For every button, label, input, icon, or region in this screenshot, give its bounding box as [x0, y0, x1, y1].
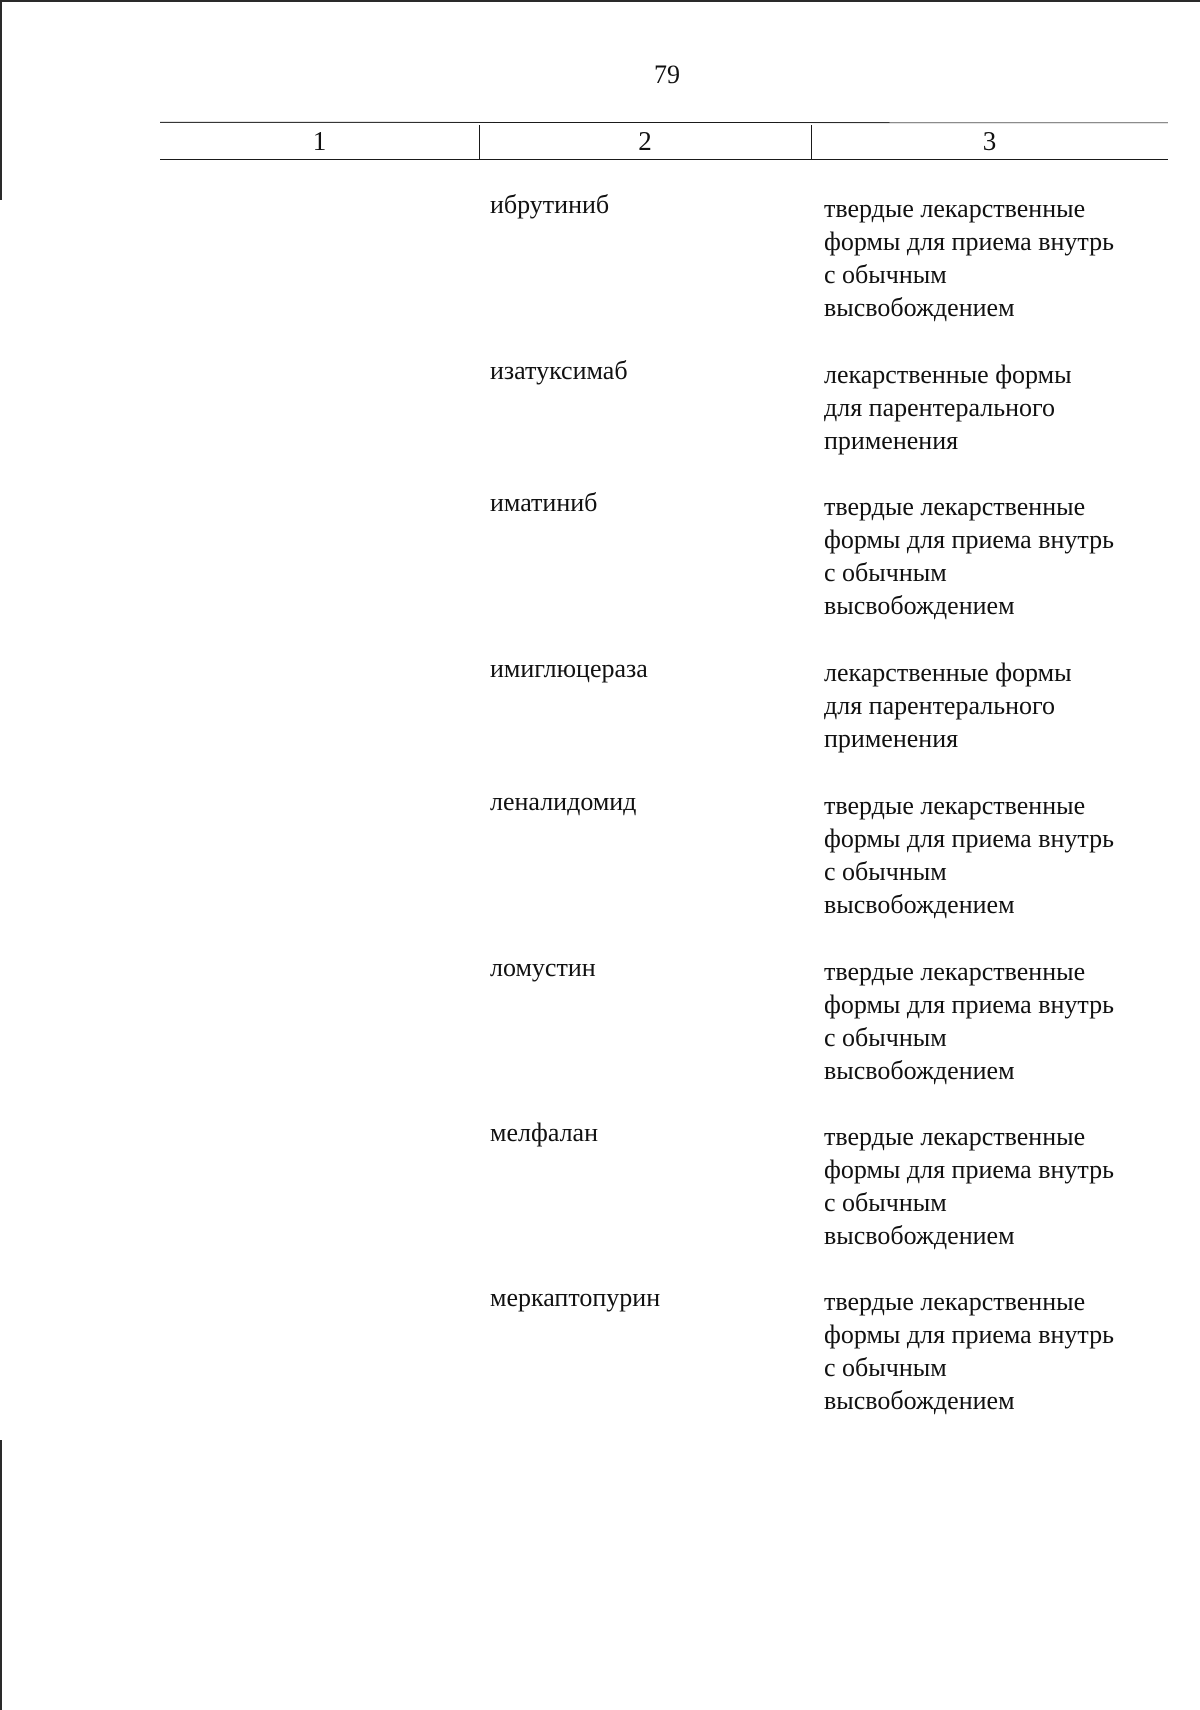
column-number-2: 2	[638, 126, 652, 156]
drug-name: иматиниб	[490, 488, 598, 517]
drug-name: мелфалан	[490, 1118, 599, 1147]
page-number: 79	[654, 60, 680, 89]
column-number-3: 3	[982, 126, 997, 156]
drug-name: ломустин	[490, 953, 596, 982]
drug-name: ибрутиниб	[490, 190, 610, 219]
drug-name: меркаптопурин	[490, 1283, 661, 1312]
column-number-1: 1	[312, 126, 327, 156]
dosage-form: твердые лекарственные формы для приема внутрь с обычным высвобождением	[824, 492, 1114, 620]
scan-edge-left	[0, 1440, 2, 1710]
dosage-form: твердые лекарственные формы для приема внутрь с обычным высвобождением	[824, 1287, 1114, 1415]
scan-edge-top	[0, 0, 1200, 2]
scan-edge-left	[0, 0, 2, 200]
table-header-top-rule	[160, 122, 1168, 123]
dosage-form: твердые лекарственные формы для приема внутрь с обычным высвобождением	[824, 957, 1114, 1085]
dosage-form: лекарственные формы для парентерального применения	[824, 360, 1072, 455]
table-header-bottom-rule	[160, 159, 1168, 160]
drug-name: леналидомид	[490, 787, 637, 816]
drug-name: имиглюцераза	[490, 654, 648, 683]
dosage-form: лекарственные формы для парентерального применения	[824, 658, 1072, 753]
dosage-form: твердые лекарственные формы для приема внутрь с обычным высвобождением	[824, 791, 1114, 919]
drug-name: изатуксимаб	[490, 356, 628, 385]
dosage-form: твердые лекарственные формы для приема внутрь с обычным высвобождением	[824, 1122, 1114, 1250]
dosage-form: твердые лекарственные формы для приема внутрь с обычным высвобождением	[824, 194, 1114, 322]
